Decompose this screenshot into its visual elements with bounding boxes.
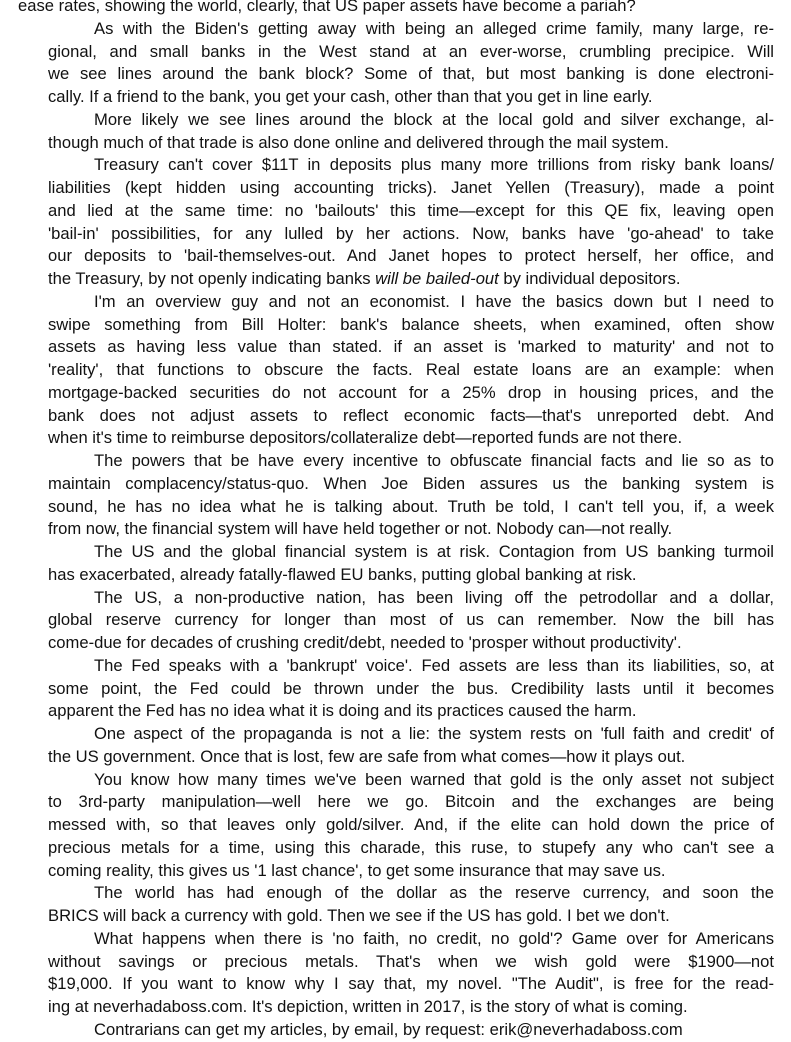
paragraph-balance-sheets	[18, 291, 774, 450]
text-fragment: by individual depositors.	[498, 269, 681, 288]
text-line: apparent the Fed has no idea what it is doing and its practices caused the harm.	[48, 701, 637, 721]
text-line: sound, he has no idea what he is talking about. Truth be told, I can't tell you, if, a week	[48, 496, 774, 516]
text-line: and lied at the same time: no 'bailouts' this time—except for this QE fix, leaving open	[48, 200, 774, 220]
paragraph-faith-credit	[18, 723, 774, 769]
text-line: though much of that trade is also done online and delivered through the mail system.	[48, 132, 669, 152]
text-line: has exacerbated, already fatally-flawed EU banks, putting global banking at risk.	[48, 564, 637, 584]
text-line: What happens when there is 'no faith, no credit, no gold'? Game over for Americans	[94, 928, 774, 948]
text-line: The Fed speaks with a 'bankrupt' voice'. Fed assets are less than its liabilities, so, at	[94, 655, 774, 675]
text-line: The US, a non-productive nation, has been living off the petrodollar and a dollar,	[94, 587, 774, 607]
paragraph-gold-exchange	[18, 109, 774, 155]
text-line: without savings or precious metals. That's when we wish gold were $1900—not	[48, 951, 774, 971]
text-line: maintain complacency/status-quo. When Joe Biden assures us the banking system is	[48, 473, 774, 493]
paragraph-fed	[18, 655, 774, 723]
text-line: liabilities (kept hidden using accounting tricks). Janet Yellen (Treasury), made a point	[48, 178, 774, 197]
paragraph-global-risk	[18, 541, 774, 587]
text-line: to 3rd-party manipulation—well here we go. Bitcoin and the exchanges are being	[48, 792, 774, 812]
text-line: from now, the financial system will have held together or not. Nobody can—not really.	[48, 519, 673, 539]
text-line: some point, the Fed could be thrown under the bus. Credibility lasts until it becomes	[48, 678, 774, 698]
text-line: ease rates, showing the world, clearly, that US paper assets have become a pariah?	[18, 0, 636, 15]
text-line: global reserve currency for longer than most of us can remember. Now the bill has	[48, 610, 774, 630]
text-line: 'bail-in' possibilities, for any lulled by her actions. Now, banks have 'go-ahead' to take	[48, 223, 774, 243]
text-line: ing at neverhadaboss.com. It's depiction, written in 2017, is the story of what is coming.	[48, 997, 688, 1016]
text-line: the US government. Once that is lost, few are safe from what comes—how it plays out.	[48, 746, 686, 766]
text-fragment: the Treasury, by not openly indicating banks	[48, 269, 376, 288]
paragraph-contact	[18, 1019, 774, 1042]
text-line: bank does not adjust assets to reflect economic facts—that's unreported debt. And	[48, 405, 774, 425]
text-line: I'm an overview guy and not an economist. I have the basics down but I need to	[94, 291, 774, 311]
text-line: 'reality', that functions to obscure the facts. Real estate loans are an example: when	[48, 360, 774, 379]
text-line: One aspect of the propaganda is not a lie: the system rests on 'full faith and credit' of	[94, 724, 774, 743]
paragraph-treasury	[18, 154, 774, 291]
paragraph-game-over	[18, 928, 774, 1019]
emphasized-text: will be bailed-out	[375, 269, 499, 288]
text-line: we see lines around the bank block? Some of that, but most banking is done electroni-	[48, 64, 774, 84]
article-body	[18, 0, 774, 1042]
text-line: gional, and small banks in the West stand at an ever-worse, crumbling precipice. Will	[48, 41, 774, 61]
text-line: cally. If a friend to the bank, you get your cash, other than that you get in line early.	[48, 87, 653, 106]
text-line: messed with, so that leaves only gold/silver. And, if the elite can hold down the price of	[48, 815, 774, 834]
paragraph-brics	[18, 882, 774, 928]
paragraph-bank-crisis	[18, 18, 774, 109]
text-line: coming reality, this gives us '1 last chance', to get some insurance that may save us.	[48, 860, 666, 880]
text-line: The US and the global financial system is at risk. Contagion from US banking turmoil	[94, 542, 774, 561]
text-line: assets as having less value than stated. if an asset is 'marked to maturity' and not to	[48, 337, 774, 357]
text-line: As with the Biden's getting away with being an alleged crime family, many large, re-	[94, 18, 774, 38]
text-line: The powers that be have every incentive to obfuscate financial facts and lie so as to	[94, 451, 774, 470]
text-line: Contrarians can get my articles, by email, by request: erik@neverhadaboss.com	[94, 1019, 683, 1039]
text-line: $19,000. If you want to know why I say that, my novel. "The Audit", is free for the read-	[48, 974, 774, 994]
text-line: The world has had enough of the dollar as the reserve currency, and soon the	[94, 883, 774, 903]
text-line: come-due for decades of crushing credit/debt, needed to 'prosper without productivity'.	[48, 633, 682, 652]
paragraph-gold-manipulation	[18, 769, 774, 883]
text-line: swipe something from Bill Holter: bank's balance sheets, when examined, often show	[48, 314, 774, 334]
paragraph-powers-that-be	[18, 450, 774, 541]
text-line: our deposits to 'bail-themselves-out. And Janet hopes to protect herself, her office, and	[48, 246, 774, 266]
paragraph-continued	[18, 0, 774, 18]
text-line: mortgage-backed securities do not account for a 25% drop in housing prices, and the	[48, 382, 774, 402]
text-line: precious metals for a time, using this charade, this ruse, to stupefy any who can't see a	[48, 837, 774, 857]
text-line: BRICS will back a currency with gold. Then we see if the US has gold. I bet we don't.	[48, 906, 670, 925]
text-line: More likely we see lines around the block at the local gold and silver exchange, al-	[94, 109, 774, 129]
text-line: when it's time to reimburse depositors/collateralize debt—reported funds are not there.	[48, 428, 683, 448]
paragraph-petrodollar	[18, 587, 774, 655]
text-line: Treasury can't cover $11T in deposits plus many more trillions from risky bank loans/	[94, 155, 774, 175]
text-line	[18, 268, 774, 291]
text-line: You know how many times we've been warned that gold is the only asset not subject	[94, 769, 774, 789]
